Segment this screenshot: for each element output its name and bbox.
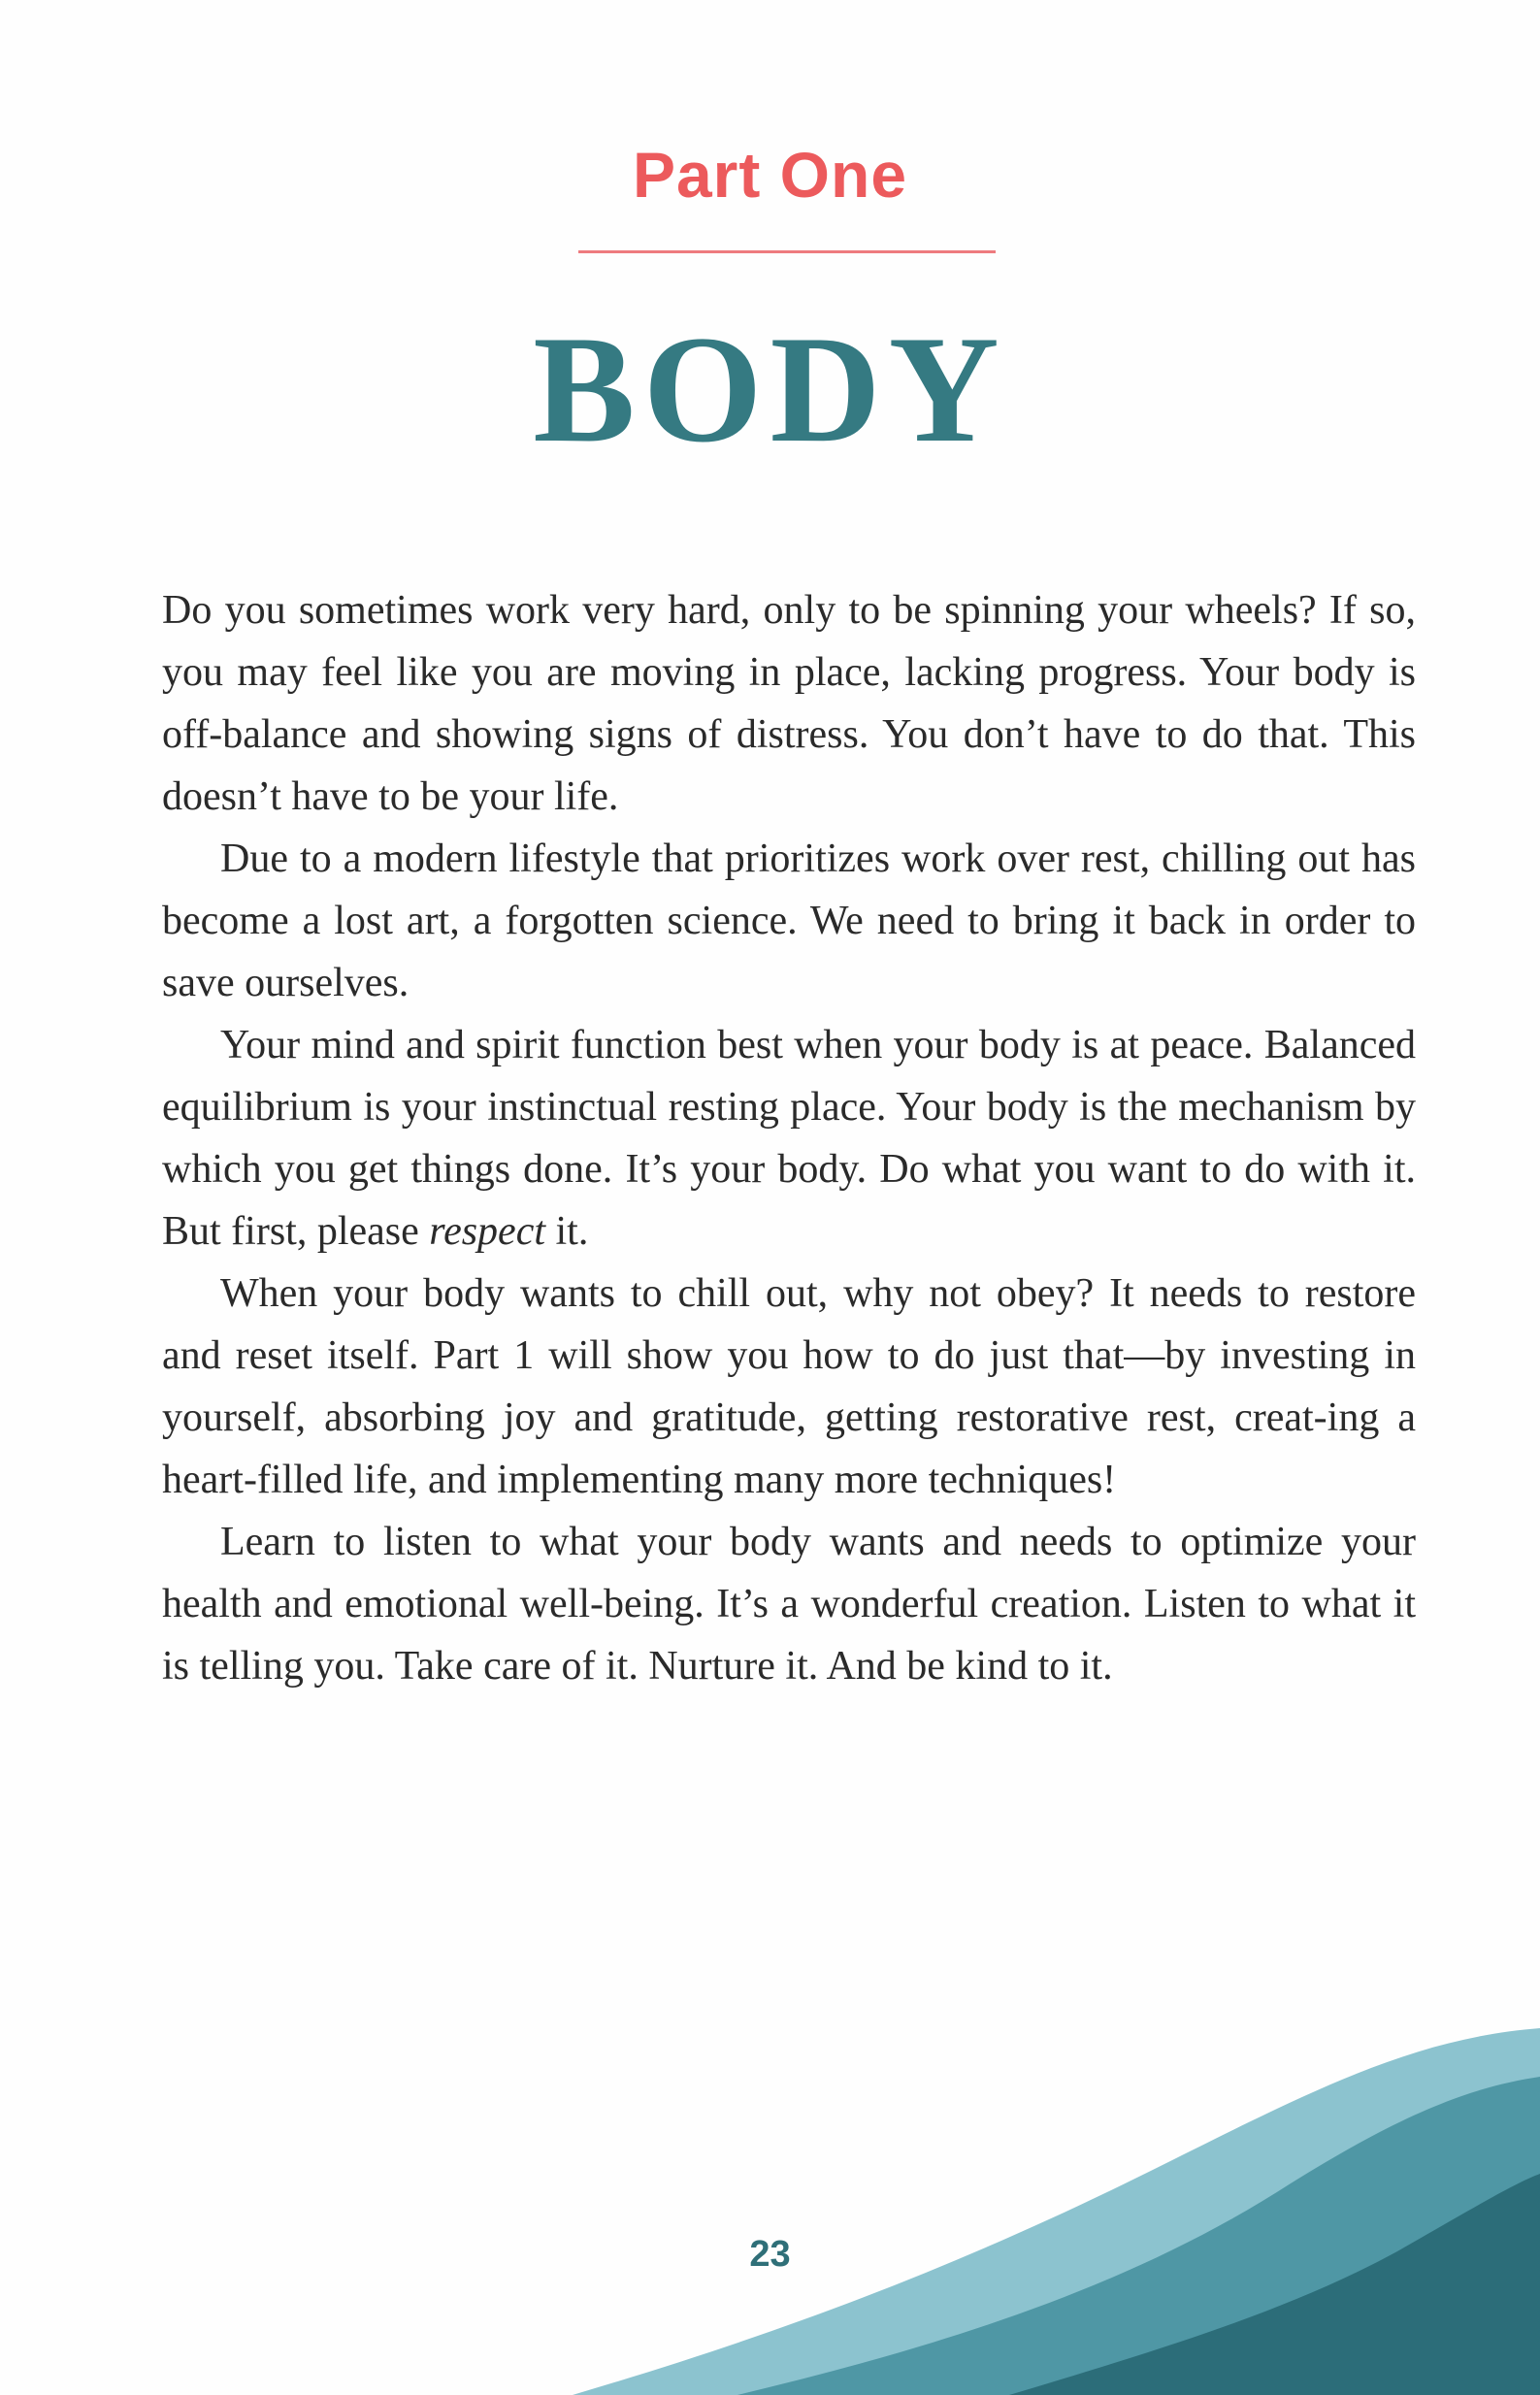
page-number: 23: [749, 2234, 791, 2275]
paragraph-3-end: it.: [545, 1209, 589, 1254]
paragraph-1: Do you sometimes work very hard, only to be spinning your wheels? If so, you may feel like you are moving in place, lacking progress. Your body is off-balance and showing signs of distress. You don’t have to do that. This doesn’t have to be your life.: [162, 588, 1416, 819]
paragraph-5: Learn to listen to what your body wants and needs to optimize your health and emotional well-being. It’s a wonderful creation. Listen to what it is telling you. Take care of it. Nurture it. And be kind to it.: [162, 1520, 1416, 1689]
paragraph-3-text: Your mind and spirit function best when your body is at peace. Balanced equilibrium is your instinctual resting place. Your body is the mechanism by which you get things done. It’s your body. Do what you want to do with it. But first, please: [162, 1023, 1416, 1254]
paragraph-2: Due to a modern lifestyle that prioritizes work over rest, chilling out has become a lost art, a forgotten science. We need to bring it back in order to save ourselves.: [162, 837, 1416, 1005]
part-label: Part One: [632, 139, 908, 211]
chapter-title: BODY: [533, 305, 1007, 475]
paragraph-3-emphasis: respect: [429, 1209, 546, 1254]
paragraph-4: When your body wants to chill out, why not obey? It needs to restore and reset itself. Part 1 will show you how to do just that—by investing in yourself, absorbing joy and gratitude, getting restorative rest, creat-ing a heart-filled life, and implementing many more techniques!: [162, 1271, 1416, 1502]
